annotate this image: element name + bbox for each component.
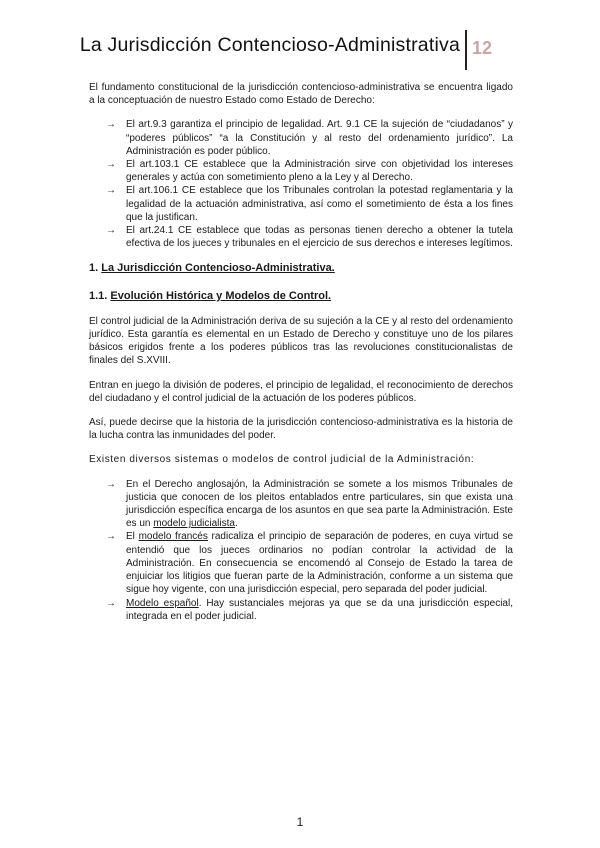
underlined-term: Modelo español <box>126 597 199 609</box>
header-page-badge: 12 <box>472 38 493 58</box>
list-item: → El art.24.1 CE establece que todas as personas tienen derecho a obtener la tutela efectiva de los jueces y tribunales en el ejercicio de sus derechos e intereses legítimos. <box>106 225 513 250</box>
body-paragraph: Así, puede decirse que la historia de la jurisdicción contencioso-administrativa es la historia de la lucha contra las inmunidades del poder. <box>89 417 513 442</box>
section-1-number: 1. <box>89 262 99 275</box>
list-item: → En el Derecho anglosajón, la Administración se somete a los mismos Tribunales de justicia que conocen de los pleitos entablados entre particulares, sin que exista una jurisdicción específica encarga de los asuntos en que sea parte la Administración. Este es un modelo judicialista. <box>106 478 513 530</box>
section-1-1-title: Evolución Histórica y Modelos de Control. <box>110 289 332 302</box>
page-header <box>0 30 600 70</box>
list-item: → Modelo español. Hay sustanciales mejoras ya que se da una jurisdicción especial, integrada en el poder judicial. <box>106 597 513 622</box>
section-1-title: La Jurisdicción Contencioso-Administrativa. <box>101 262 335 275</box>
arrow-icon: → <box>106 159 116 171</box>
header-divider <box>465 30 467 70</box>
arrow-icon: → <box>106 119 116 131</box>
intro-bullet-list <box>89 118 513 250</box>
underlined-term: modelo francés <box>138 531 208 543</box>
body-paragraph: Entran en juego la división de poderes, el principio de legalidad, el reconocimiento de derechos del ciudadano y el control judicial de la actuación de los poderes públicos. <box>89 379 513 404</box>
body-paragraph: El control judicial de la Administración deriva de su sujeción a la CE y al resto del ordenamiento jurídico. Esta garantía es elemental en un Estado de Derecho y constituye uno de los pilares básicos erigidos frente a los poderes públicos tras las revoluciones constitucionalistas de finales del S.XVIII. <box>89 315 513 367</box>
section-1-1-number: 1.1. <box>89 289 108 302</box>
arrow-icon: → <box>106 185 116 197</box>
intro-paragraph: El fundamento constitucional de la jurisdicción contencioso-administrativa se encuentra ligado a la conceptuación de nuestro Estado como Estado de Derecho: <box>89 82 513 107</box>
arrow-icon: → <box>106 478 116 490</box>
list-item: → El art.9.3 garantiza el principio de legalidad. Art. 9.1 CE la sujeción de “ciudadanos” y “poderes públicos” “a la Constitución y al resto del ordenamiento jurídico”. La Administración es poder público. <box>106 119 513 157</box>
underlined-term: modelo judicialista <box>153 518 235 530</box>
list-item: → El modelo francés radicaliza el principio de separación de poderes, en cuya virtud se entendió que los jueces ordinarios no podían controlar la actividad de la Administración. En consecuencia se encomendó al Consejo de Estado la tarea de enjuiciar los litigios que fueran parte de la Administración, conforme a un sistema que sigue hoy vigente, con una jurisdicción especial, pero separada del poder judicial. <box>106 531 513 596</box>
list-item: → El art.103.1 CE establece que la Administración sirve con objetividad los intereses generales y actúa con sometimiento pleno a la Ley y al Derecho. <box>106 159 513 184</box>
document-body <box>89 81 513 634</box>
arrow-icon: → <box>106 597 116 609</box>
footer-page-number: 1 <box>296 815 304 829</box>
body-paragraph: Existen diversos sistemas o modelos de control judicial de la Administración: <box>89 454 475 466</box>
header-title: La Jurisdicción Contencioso-Administrativa <box>79 34 460 56</box>
arrow-icon: → <box>106 531 116 543</box>
models-list <box>89 478 513 623</box>
arrow-icon: → <box>106 225 116 237</box>
section-1-heading <box>89 262 513 275</box>
list-item: → El art.106.1 CE establece que los Tribunales controlan la potestad reglamentaria y la legalidad de la actuación administrativa, así como el sometimiento de ésta a los fines que la justifican. <box>106 185 513 223</box>
section-1-1-heading <box>89 290 513 303</box>
